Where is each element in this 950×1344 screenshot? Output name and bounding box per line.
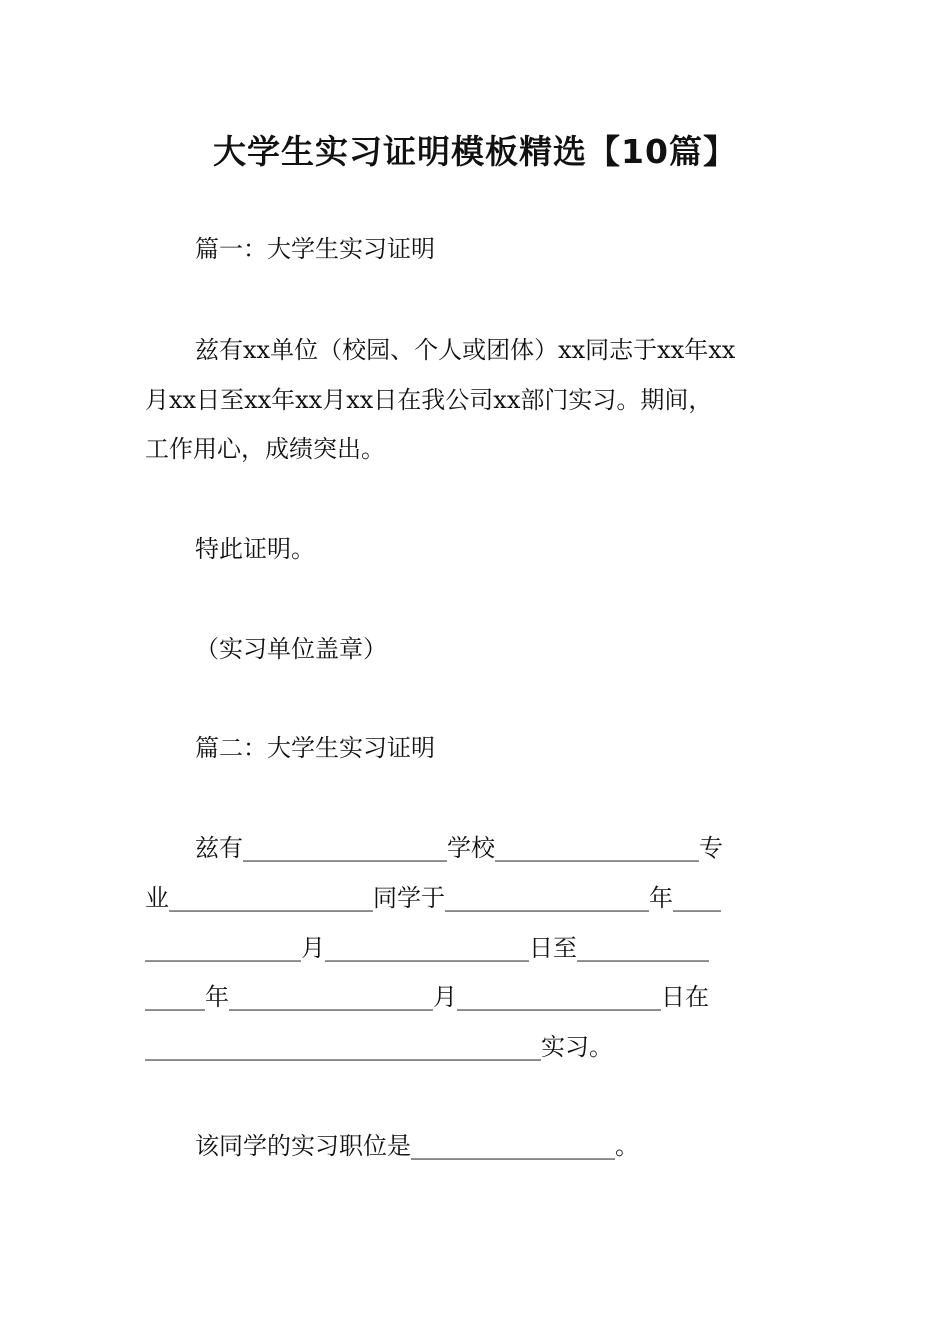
section1-stamp: （实习单位盖章）: [195, 635, 387, 663]
section2-body-line-2: 业_________________同学于_________________年____: [145, 884, 721, 912]
section2-body-line-4: _____年_________________月_________________日在: [145, 983, 709, 1011]
section2-body-line-3: _____________月_________________日至___________: [145, 934, 709, 962]
section2-body-line-5: _________________________________实习。: [145, 1033, 613, 1061]
section1-body-line-2: 月xx日至xx年xx月xx日在我公司xx部门实习。期间，: [145, 386, 713, 414]
section2-body-line-1: 兹有_________________学校_________________专: [195, 834, 723, 862]
section1-closing: 特此证明。: [195, 535, 315, 563]
section2-position-line: 该同学的实习职位是_________________。: [195, 1132, 639, 1160]
section1-body-line-1: 兹有xx单位（校园、个人或团体）xx同志于xx年xx: [195, 336, 736, 364]
document-title: 大学生实习证明模板精选【10篇】: [213, 132, 737, 171]
section1-heading: 篇一：大学生实习证明: [195, 235, 435, 263]
section1-body-line-3: 工作用心，成绩突出。: [145, 435, 385, 463]
section2-heading: 篇二：大学生实习证明: [195, 734, 435, 762]
